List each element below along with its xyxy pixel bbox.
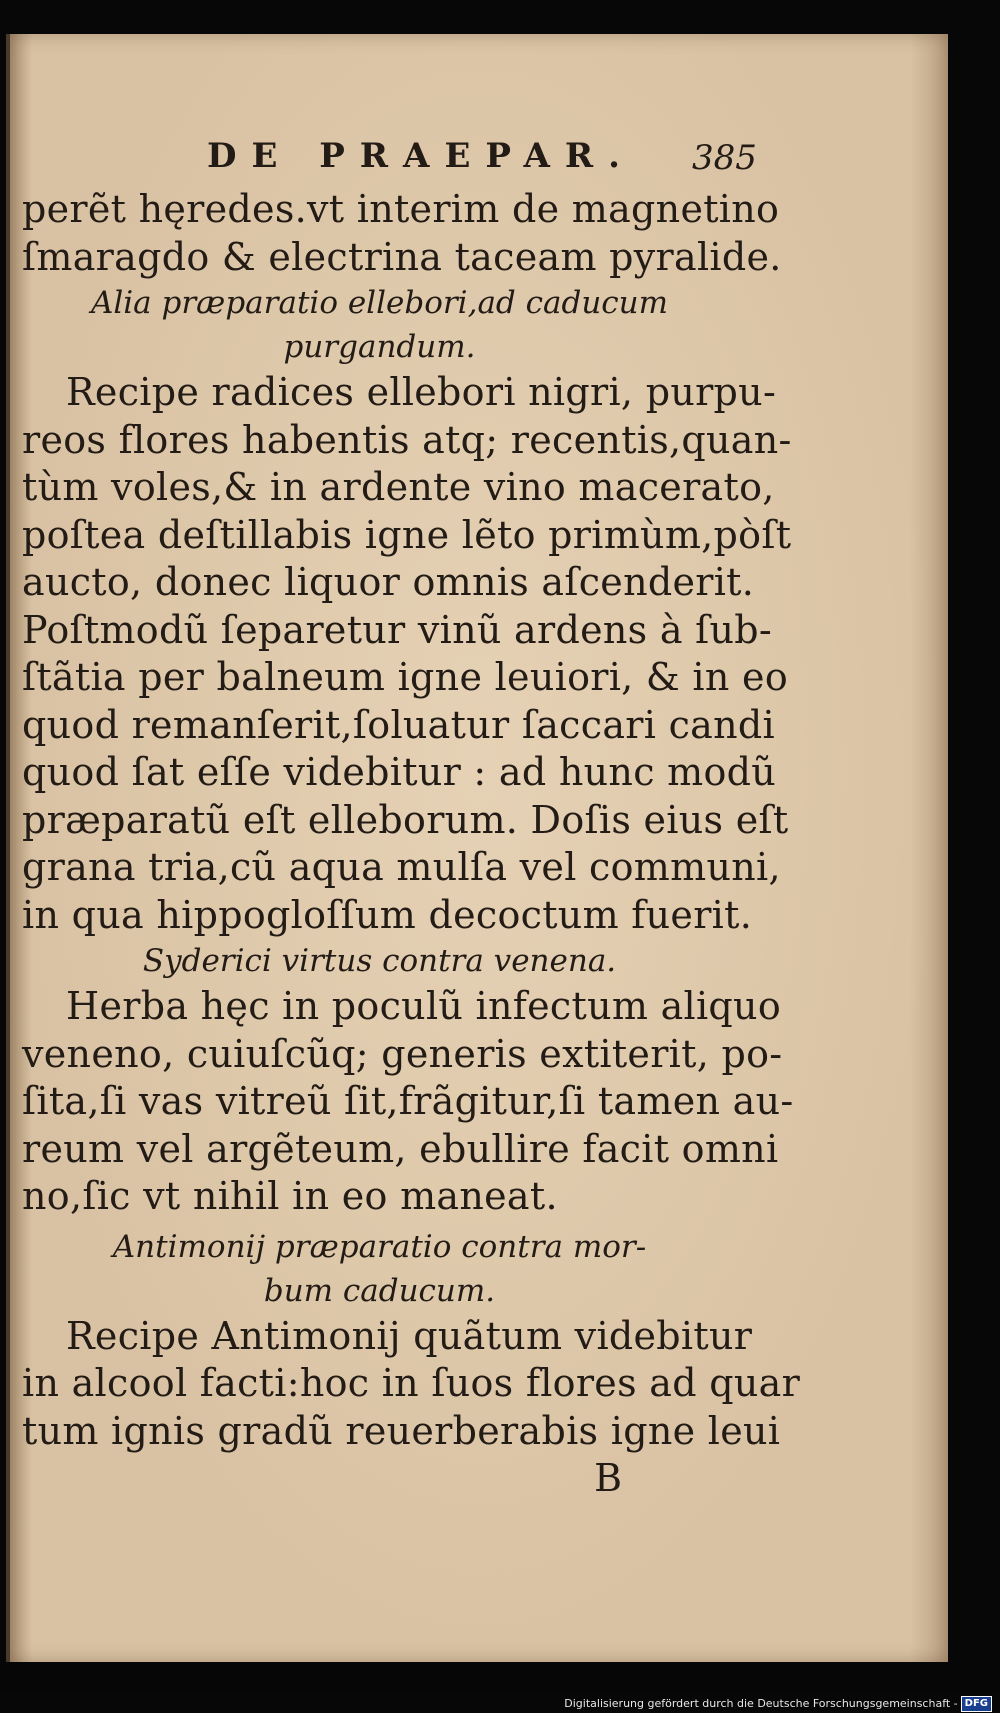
page-text-block bbox=[22, 130, 801, 1502]
text-line: Poſtmodũ ſeparetur vinũ ardens à ſub- bbox=[22, 607, 773, 652]
dfg-logo: DFG bbox=[961, 1696, 992, 1712]
page-number: 385 bbox=[692, 138, 757, 178]
text-line: præparatũ eſt elleborum. Doſis eius eſt bbox=[22, 797, 789, 842]
text-line: quod ſat eſſe videbitur : ad hunc modũ bbox=[22, 750, 777, 794]
text-line: no,ſic vt nihil in eo maneat. bbox=[22, 1174, 558, 1218]
credit-text: Digitalisierung gefördert durch die Deutsche Forschungsgemeinschaft - bbox=[564, 1697, 958, 1710]
text-line: Recipe Antimonij quãtum videbitur bbox=[66, 1313, 753, 1358]
text-line: ſmaragdo & electrina taceam pyralide. bbox=[22, 234, 782, 279]
text-line: perẽt hęredes.vt interim de magnetino bbox=[22, 187, 780, 231]
text-line: veneno, cuiuſcũq; generis extiterit, po- bbox=[22, 1031, 783, 1076]
text-line: in alcool facti:hoc in ſuos flores ad quar bbox=[22, 1361, 801, 1405]
text-line: reum vel argẽteum, ebullire facit omni bbox=[22, 1126, 779, 1171]
text-line: aucto, donec liquor omnis aſcenderit. bbox=[22, 560, 755, 604]
section-heading: Antimonij præparatio contra mor- bbox=[112, 1228, 647, 1265]
text-line: ſita,ſi vas vitreũ ſit,frãgitur,ſi tamen au- bbox=[22, 1079, 794, 1123]
section-heading: purgandum. bbox=[283, 329, 476, 365]
text-line: ſtãtia per balneum igne leuiori, & in eo bbox=[22, 655, 789, 699]
text-line: Recipe radices ellebori nigri, purpu- bbox=[66, 370, 777, 414]
text-line: grana tria,cũ aqua mulſa vel communi, bbox=[22, 845, 781, 889]
scan-bottom-band bbox=[0, 1662, 1000, 1692]
digitization-credit bbox=[564, 1696, 992, 1712]
text-line: tùm voles,& in ardente vino macerato, bbox=[22, 465, 775, 509]
signature-mark: B bbox=[594, 1456, 622, 1500]
text-line: in qua hippogloſſum decoctum fuerit. bbox=[22, 892, 753, 937]
text-line: poſtea deſtillabis igne lẽto primùm,pòſt bbox=[22, 512, 792, 557]
text-line: Herba hęc in poculũ infectum aliquo bbox=[66, 984, 782, 1028]
running-title: DE PRAEPAR. bbox=[207, 136, 635, 176]
text-line: tum ignis gradũ reuerberabis igne leui bbox=[22, 1408, 781, 1453]
text-line: reos flores habentis atq; recentis,quan- bbox=[22, 417, 792, 462]
running-head bbox=[42, 130, 757, 186]
section-heading: bum caducum. bbox=[263, 1272, 496, 1309]
section-heading: Alia præparatio ellebori,ad caducum bbox=[90, 285, 669, 321]
section-heading: Syderici virtus contra venena. bbox=[142, 943, 617, 979]
text-line: quod remanſerit,ſoluatur ſaccari candi bbox=[22, 702, 775, 747]
